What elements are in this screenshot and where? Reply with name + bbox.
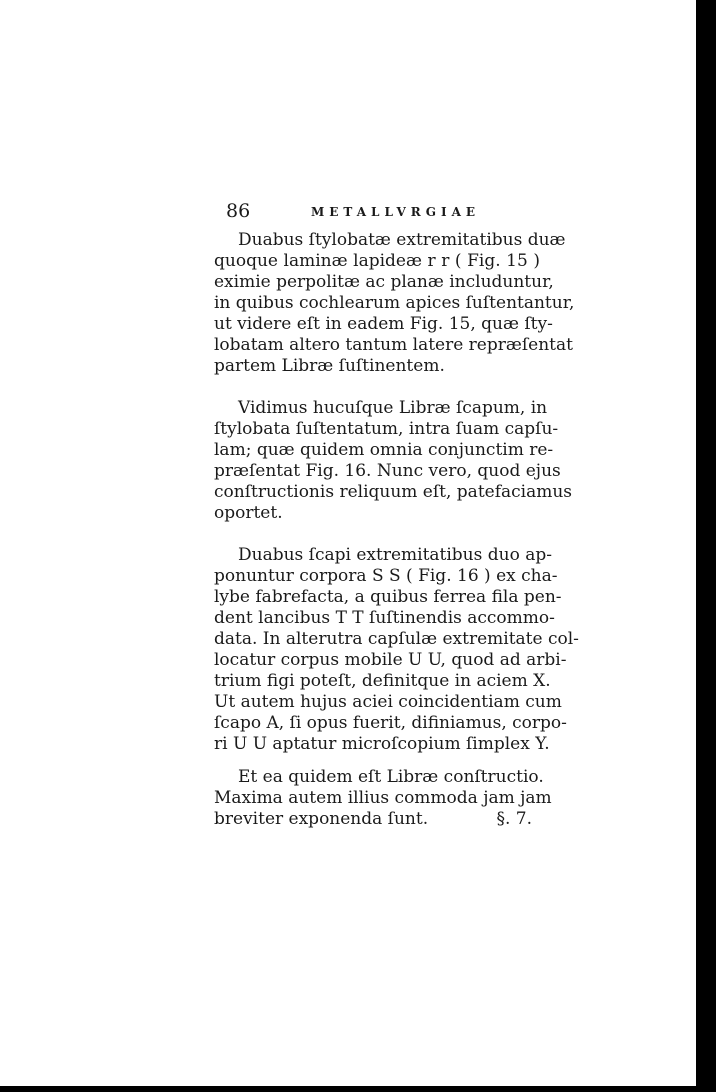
text-line: ponuntur corpora S S ( Fig. 16 ) ex cha- <box>214 566 558 586</box>
paragraph-gap <box>214 377 540 398</box>
text-line: lam; quæ quidem omnia conjunctim re- <box>214 440 554 460</box>
paragraph-gap <box>214 755 540 767</box>
text-line: ut videre eſt in eadem Fig. 15, quæ ſty- <box>214 314 553 334</box>
text-line: lobatam altero tantum latere repræſentat <box>214 335 573 355</box>
text-line: trium figi poteſt, definitque in aciem X. <box>214 671 551 691</box>
paragraph-2 <box>214 398 573 524</box>
scan-border-bottom <box>0 1086 716 1092</box>
paragraph-gap <box>214 524 540 545</box>
text-line: ſtylobata ſuſtentatum, intra ſuam capſu- <box>214 419 559 439</box>
text-line: in quibus cochlearum apices ſuſtentantur, <box>214 293 575 313</box>
text-line: Maxima autem illius commoda jam jam <box>214 788 552 808</box>
text-line: dent lancibus T T ſuſtinendis accommo- <box>214 608 555 628</box>
text-line: partem Libræ ſuſtinentem. <box>214 356 445 376</box>
text-line: breviter exponenda ſunt. <box>214 809 429 829</box>
running-head <box>214 198 540 230</box>
text-line: Vidimus hucuſque Libræ ſcapum, in <box>238 398 548 418</box>
text-line: conſtructionis reliquum eſt, patefaciamus <box>214 482 573 502</box>
text-line: ri U U aptatur microſcopium ſimplex Y. <box>214 734 550 754</box>
text-line: ſcapo A, ſi opus fuerit, difiniamus, corpo- <box>214 713 567 733</box>
scan-border-right <box>696 0 716 1092</box>
catchword: §. 7. <box>496 809 532 829</box>
book-page <box>214 198 579 830</box>
text-line: data. In alterutra capſulæ extremitate col- <box>214 629 579 649</box>
text-line: Duabus ſcapi extremitatibus duo ap- <box>238 545 552 565</box>
text-line: præſentat Fig. 16. Nunc vero, quod ejus <box>214 461 561 481</box>
text-line: Et ea quidem eſt Libræ conſtructio. <box>238 767 544 787</box>
text-line: Duabus ſtylobatæ extremitatibus duæ <box>238 230 566 250</box>
paragraph-1 <box>214 230 575 377</box>
text-line: eximie perpolitæ ac planæ includuntur, <box>214 272 554 292</box>
running-title: METALLVRGIAE <box>311 205 481 219</box>
text-line: locatur corpus mobile U U, quod ad arbi- <box>214 650 567 670</box>
final-line-row <box>214 809 540 830</box>
text-line: lybe fabrefacta, a quibus ferrea fila pen- <box>214 587 562 607</box>
paragraph-3 <box>214 545 579 755</box>
text-line: oportet. <box>214 503 283 523</box>
paragraph-4 <box>214 767 552 830</box>
text-line: quoque laminæ lapideæ r r ( Fig. 15 ) <box>214 251 540 271</box>
page-number: 86 <box>226 200 251 222</box>
text-line: Ut autem hujus aciei coincidentiam cum <box>214 692 562 712</box>
